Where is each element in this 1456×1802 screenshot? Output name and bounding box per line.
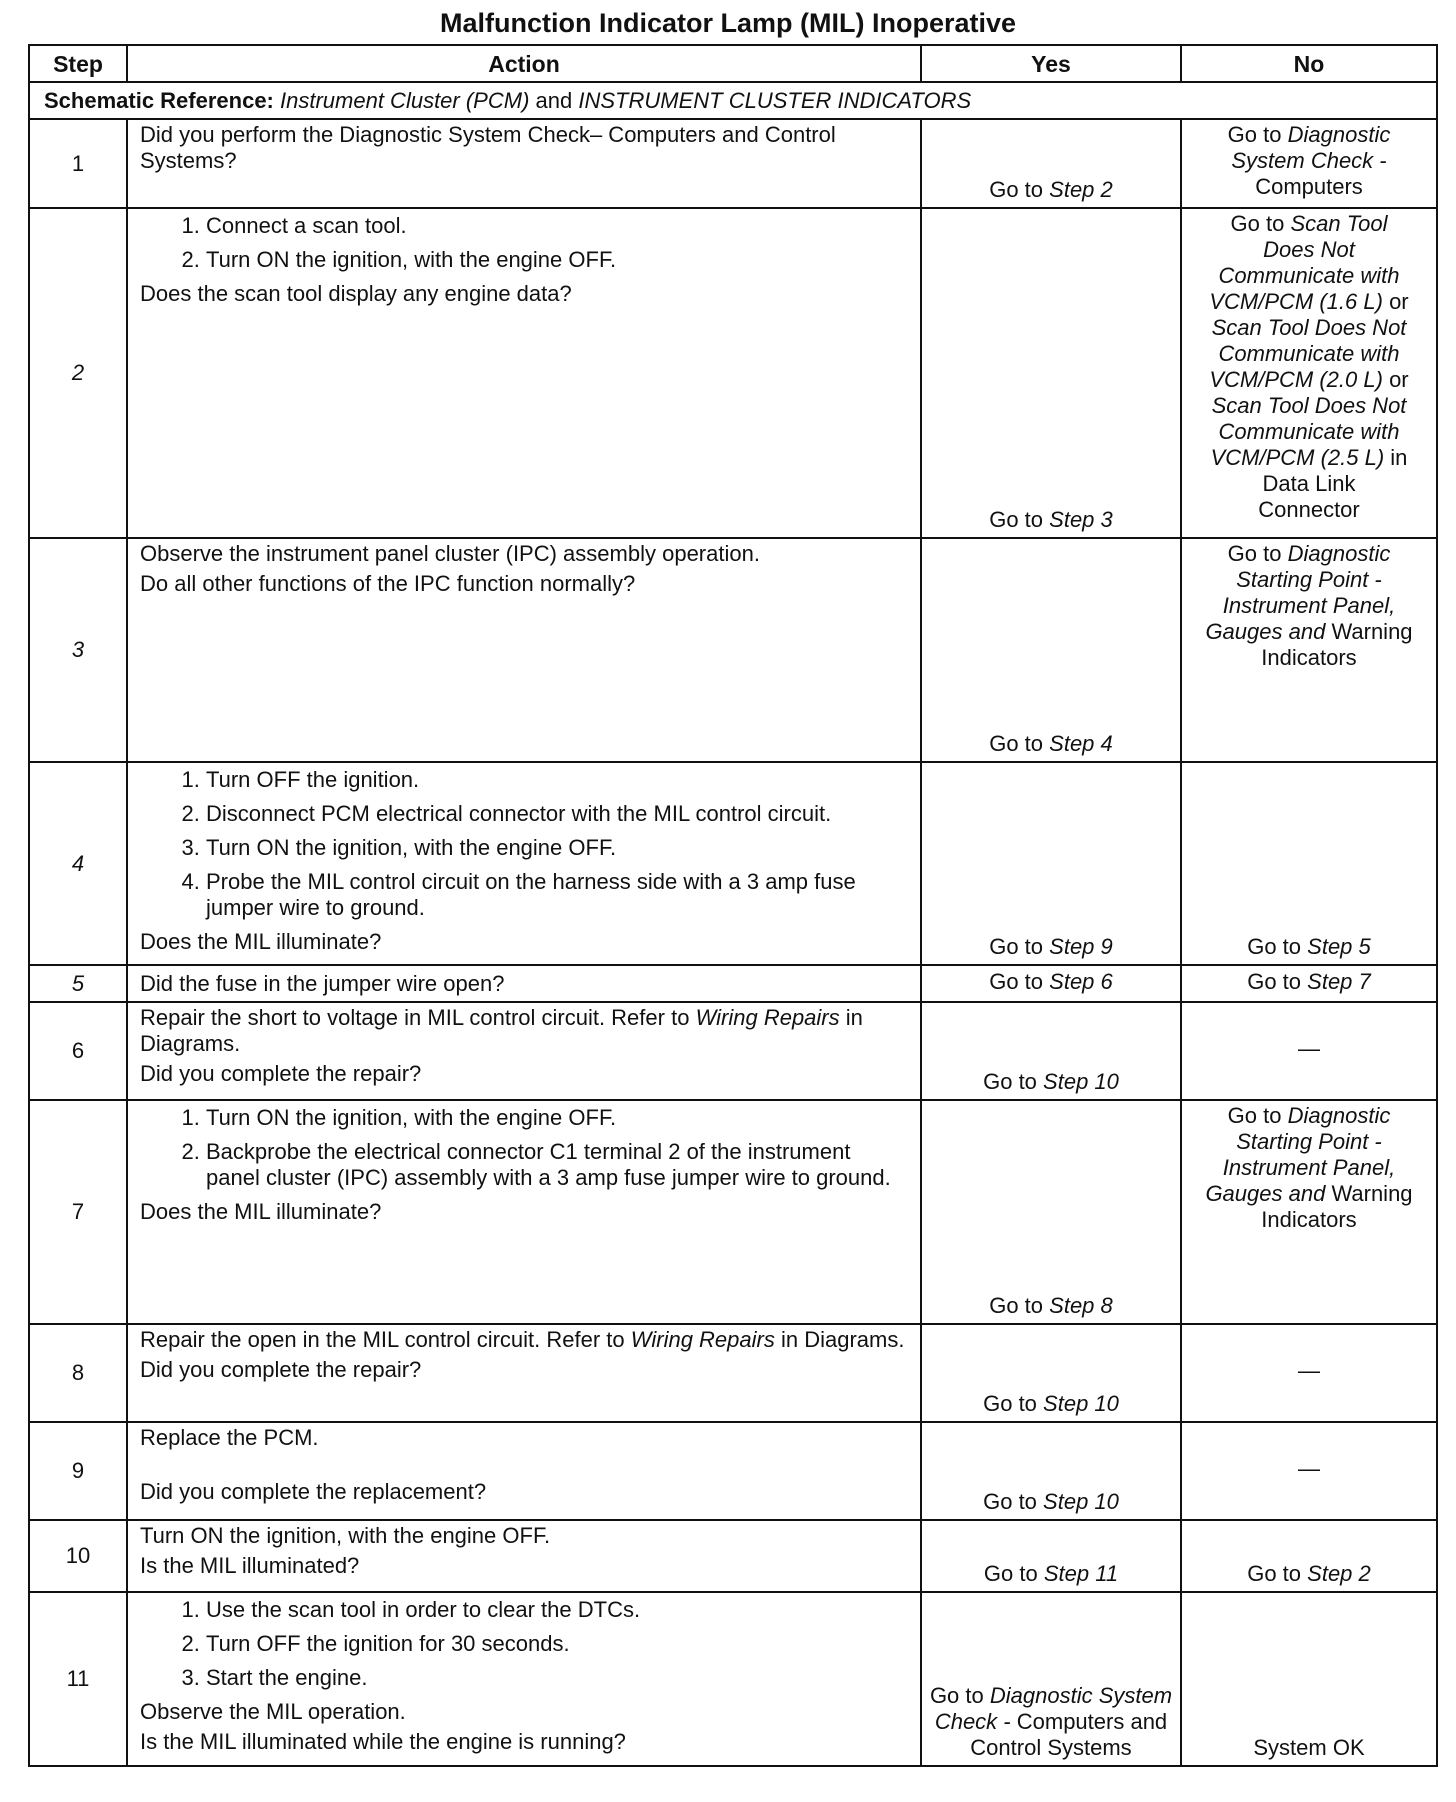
yes-cell bbox=[921, 538, 1181, 762]
table-row bbox=[29, 762, 1437, 965]
no-line: Communicate with bbox=[1218, 419, 1400, 444]
action-text: Did you perform the Diagnostic System Check– Computers and Control Systems? bbox=[140, 122, 836, 173]
list-item: 3. Start the engine. bbox=[206, 1665, 910, 1691]
table-row bbox=[29, 119, 1437, 208]
no-cell bbox=[1181, 208, 1437, 538]
yes-prefix: Go to bbox=[983, 1391, 1037, 1416]
action-cell bbox=[127, 1324, 921, 1422]
yes-prefix: Go to bbox=[989, 177, 1044, 202]
no-cell bbox=[1181, 762, 1437, 965]
header-step: Step bbox=[29, 45, 127, 82]
no-link: Diagnostic System Check - bbox=[1231, 122, 1391, 173]
table-row bbox=[29, 1520, 1437, 1592]
action-question: Did you complete the repair? bbox=[140, 1061, 422, 1086]
no-step-link: Step 5 bbox=[1307, 934, 1371, 959]
action-cell bbox=[127, 119, 921, 208]
no-step-link: Step 2 bbox=[1307, 1561, 1371, 1586]
list-item: 3. Turn ON the ignition, with the engine OFF. bbox=[206, 835, 910, 861]
yes-cell bbox=[921, 1100, 1181, 1324]
action-cell bbox=[127, 538, 921, 762]
no-line: Data Link bbox=[1262, 471, 1356, 496]
action-cell bbox=[127, 1520, 921, 1592]
yes-cell bbox=[921, 965, 1181, 1002]
no-line: Does Not bbox=[1263, 237, 1355, 262]
no-cell: — bbox=[1181, 1422, 1437, 1520]
action-question: Did you complete the replacement? bbox=[140, 1479, 487, 1504]
action-list bbox=[140, 1597, 910, 1691]
no-line: Communicate with bbox=[1218, 341, 1400, 366]
no-line: Scan Tool Does Not bbox=[1211, 393, 1407, 418]
action-text: Observe the instrument panel cluster (IPC) assembly operation. bbox=[140, 541, 760, 566]
yes-step-link: Step 11 bbox=[1043, 1561, 1119, 1586]
step-number: 1 bbox=[29, 119, 127, 208]
action-text: Turn ON the ignition, with the engine OFF. bbox=[140, 1523, 551, 1548]
action-question: Does the MIL illuminate? bbox=[140, 1199, 382, 1224]
action-list bbox=[140, 767, 910, 921]
step-number: 7 bbox=[29, 1100, 127, 1324]
action-question: Is the MIL illuminated? bbox=[140, 1553, 360, 1578]
yes-step-link: Step 9 bbox=[1049, 934, 1113, 959]
table-row bbox=[29, 1100, 1437, 1324]
action-text: Repair the open in the MIL control circuit. Refer to Wiring Repairs in Diagrams. bbox=[140, 1327, 905, 1352]
step-number: 2 bbox=[29, 208, 127, 538]
step-number: 4 bbox=[29, 762, 127, 965]
no-prefix: Go to bbox=[1247, 968, 1302, 994]
no-suffix: Warning Indicators bbox=[1261, 619, 1413, 670]
yes-prefix: Go to bbox=[983, 1069, 1037, 1094]
no-cell bbox=[1181, 965, 1437, 1002]
action-text: Repair the short to voltage in MIL control circuit. Refer to Wiring Repairs in Diagrams. bbox=[140, 1005, 863, 1056]
list-item: 2. Backprobe the electrical connector C1 terminal 2 of the instrument panel cluster (IPC) assembly with a 3 amp fuse jumper wire to ground. bbox=[206, 1139, 910, 1191]
step-number: 6 bbox=[29, 1002, 127, 1100]
list-item: 1. Turn ON the ignition, with the engine OFF. bbox=[206, 1105, 910, 1131]
schematic-reference-row bbox=[29, 82, 1437, 119]
list-item: 1. Turn OFF the ignition. bbox=[206, 767, 910, 793]
no-line: Connector bbox=[1258, 497, 1360, 522]
yes-prefix: Go to bbox=[929, 1683, 984, 1708]
schematic-label: Schematic Reference: bbox=[44, 87, 274, 113]
no-suffix: Computers bbox=[1255, 174, 1363, 199]
action-cell bbox=[127, 965, 921, 1002]
no-step-link: Step 7 bbox=[1307, 968, 1371, 994]
step-number: 5 bbox=[29, 965, 127, 1002]
yes-prefix: Go to bbox=[989, 968, 1044, 994]
action-cell bbox=[127, 208, 921, 538]
no-line: VCM/PCM (2.0 L) or bbox=[1209, 367, 1409, 392]
action-question: Did you complete the repair? bbox=[140, 1357, 422, 1382]
no-cell bbox=[1181, 1520, 1437, 1592]
action-cell bbox=[127, 1002, 921, 1100]
page-title: Malfunction Indicator Lamp (MIL) Inoperative bbox=[439, 8, 1017, 38]
schematic-ref-1: Instrument Cluster (PCM) bbox=[280, 87, 530, 113]
yes-step-link: Step 10 bbox=[1043, 1391, 1119, 1416]
yes-step-link: Step 3 bbox=[1049, 507, 1113, 532]
schematic-reference bbox=[29, 82, 1437, 119]
action-question: Do all other functions of the IPC function normally? bbox=[140, 571, 636, 596]
step-number: 3 bbox=[29, 538, 127, 762]
yes-cell bbox=[921, 1422, 1181, 1520]
no-line: Go to Scan Tool bbox=[1230, 211, 1388, 236]
no-cell: — bbox=[1181, 1002, 1437, 1100]
yes-prefix: Go to bbox=[983, 1561, 1038, 1586]
no-prefix: Go to bbox=[1227, 541, 1282, 566]
action-question: Does the scan tool display any engine data? bbox=[140, 281, 572, 306]
header-yes: Yes bbox=[921, 45, 1181, 82]
action-cell bbox=[127, 762, 921, 965]
step-number: 11 bbox=[29, 1592, 127, 1766]
no-prefix: Go to bbox=[1247, 1561, 1302, 1586]
schematic-ref-2: INSTRUMENT CLUSTER INDICATORS bbox=[578, 87, 972, 113]
list-item: 4. Probe the MIL control circuit on the harness side with a 3 amp fuse jumper wire to ground. bbox=[206, 869, 910, 921]
action-list bbox=[140, 213, 910, 273]
action-question: Does the MIL illuminate? bbox=[140, 929, 382, 954]
action-cell bbox=[127, 1422, 921, 1520]
table-header-row bbox=[29, 45, 1437, 82]
yes-step-link: Step 2 bbox=[1049, 177, 1113, 202]
yes-prefix: Go to bbox=[989, 507, 1044, 532]
yes-link: Diagnostic System Check - bbox=[934, 1683, 1173, 1734]
yes-step-link: Step 6 bbox=[1049, 968, 1113, 994]
table-row bbox=[29, 1422, 1437, 1520]
yes-cell bbox=[921, 208, 1181, 538]
step-number: 9 bbox=[29, 1422, 127, 1520]
table-row bbox=[29, 538, 1437, 762]
no-cell bbox=[1181, 119, 1437, 208]
yes-suffix: Computers and Control Systems bbox=[970, 1709, 1168, 1760]
no-prefix: Go to bbox=[1227, 122, 1282, 147]
action-text: Did the fuse in the jumper wire open? bbox=[140, 970, 505, 996]
step-number: 8 bbox=[29, 1324, 127, 1422]
no-link: Diagnostic Starting Point - Instrument Panel, Gauges and bbox=[1205, 1103, 1396, 1206]
yes-cell bbox=[921, 762, 1181, 965]
no-link: Diagnostic Starting Point - Instrument Panel, Gauges and bbox=[1205, 541, 1396, 644]
list-item: 2. Disconnect PCM electrical connector with the MIL control circuit. bbox=[206, 801, 910, 827]
list-item: 1. Use the scan tool in order to clear the DTCs. bbox=[206, 1597, 910, 1623]
action-text: Observe the MIL operation. bbox=[140, 1699, 406, 1724]
yes-cell bbox=[921, 1002, 1181, 1100]
list-item: 2. Turn ON the ignition, with the engine OFF. bbox=[206, 247, 910, 273]
step-number: 10 bbox=[29, 1520, 127, 1592]
diagnostic-table bbox=[28, 44, 1438, 1767]
no-line: Communicate with bbox=[1218, 263, 1400, 288]
yes-step-link: Step 8 bbox=[1049, 1293, 1113, 1318]
yes-cell bbox=[921, 119, 1181, 208]
no-cell bbox=[1181, 538, 1437, 762]
schematic-and: and bbox=[535, 87, 573, 113]
table-row bbox=[29, 965, 1437, 1002]
no-cell: System OK bbox=[1181, 1592, 1437, 1766]
no-line: Scan Tool Does Not bbox=[1211, 315, 1407, 340]
no-line: VCM/PCM (2.5 L) in bbox=[1210, 445, 1408, 470]
header-action: Action bbox=[127, 45, 921, 82]
list-item: 2. Turn OFF the ignition for 30 seconds. bbox=[206, 1631, 910, 1657]
no-cell bbox=[1181, 1100, 1437, 1324]
yes-prefix: Go to bbox=[989, 934, 1044, 959]
yes-prefix: Go to bbox=[989, 731, 1044, 756]
table-row bbox=[29, 1592, 1437, 1766]
list-item: 1. Connect a scan tool. bbox=[206, 213, 910, 239]
table-row bbox=[29, 1324, 1437, 1422]
action-cell bbox=[127, 1592, 921, 1766]
no-prefix: Go to bbox=[1227, 1103, 1282, 1128]
yes-cell bbox=[921, 1592, 1181, 1766]
no-suffix: Warning Indicators bbox=[1261, 1181, 1413, 1232]
yes-prefix: Go to bbox=[989, 1293, 1044, 1318]
yes-step-link: Step 10 bbox=[1043, 1489, 1119, 1514]
yes-cell bbox=[921, 1520, 1181, 1592]
table-row bbox=[29, 208, 1437, 538]
no-cell: — bbox=[1181, 1324, 1437, 1422]
no-prefix: Go to bbox=[1247, 934, 1302, 959]
action-text: Replace the PCM. bbox=[140, 1425, 319, 1450]
no-line: VCM/PCM (1.6 L) or bbox=[1209, 289, 1409, 314]
yes-step-link: Step 10 bbox=[1043, 1069, 1119, 1094]
yes-step-link: Step 4 bbox=[1049, 731, 1113, 756]
action-cell bbox=[127, 1100, 921, 1324]
header-no: No bbox=[1181, 45, 1437, 82]
yes-cell bbox=[921, 1324, 1181, 1422]
action-list bbox=[140, 1105, 910, 1191]
action-question: Is the MIL illuminated while the engine is running? bbox=[140, 1729, 626, 1754]
yes-prefix: Go to bbox=[983, 1489, 1037, 1514]
table-row bbox=[29, 1002, 1437, 1100]
